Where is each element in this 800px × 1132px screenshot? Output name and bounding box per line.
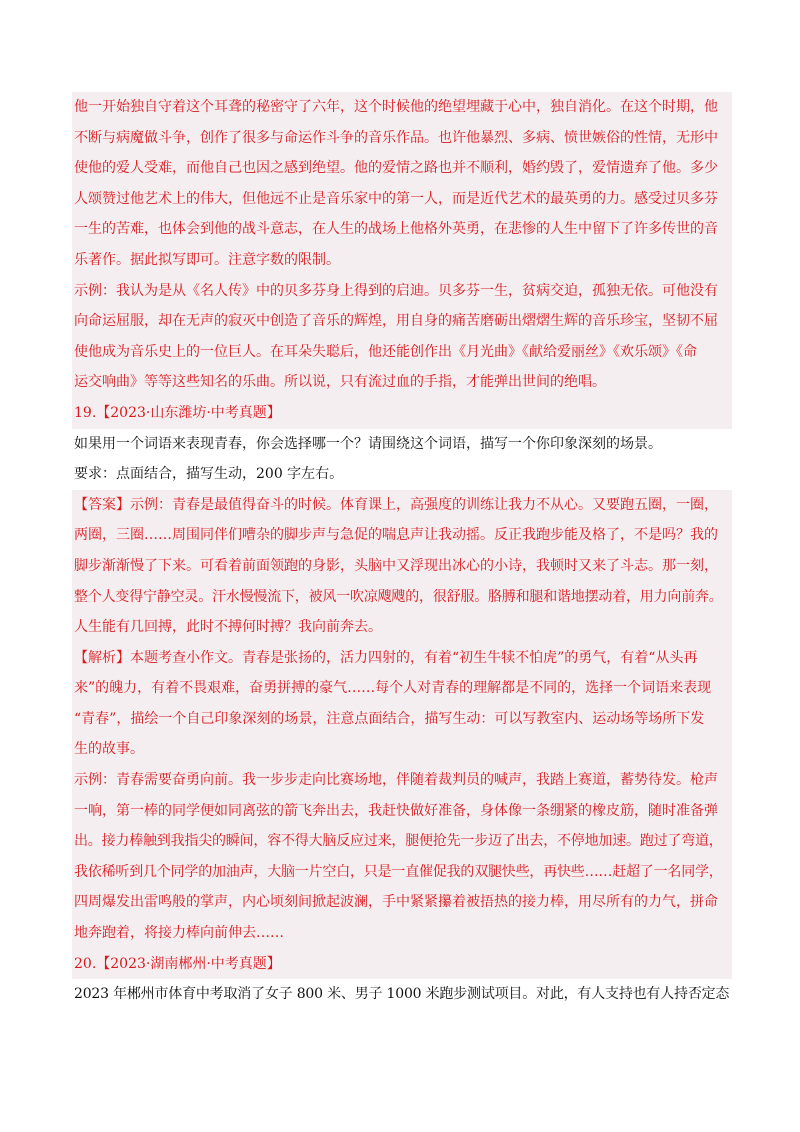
q19-answer-line: 【解析】本题考查小作文。青春是张扬的，活力四射的，有着“初生牛犊不怕虎”的勇气，有着“从头再 bbox=[74, 649, 698, 666]
q19-answer-line: 出。接力棒触到我指尖的瞬间，容不得大脑反应过来，腿便抢先一步迈了出去，不停地加速。跑过了弯道， bbox=[74, 833, 723, 850]
q19-header-line: 19.【2023·山东潍坊·中考真题】 bbox=[74, 404, 281, 421]
q19-prompt bbox=[72, 429, 732, 490]
q19-answer-line: 人生能有几回搏，此时不搏何时搏？我向前奔去。 bbox=[74, 619, 382, 636]
q19-answer-line: 我依稀听到几个同学的加油声，大脑一片空白，只是一直催促我的双腿快些，再快些……赶超了一名同学， bbox=[74, 863, 723, 880]
q20-prompt bbox=[72, 979, 732, 1010]
analysis-continued-line: 不断与病魔做斗争，创作了很多与命运作斗争的音乐作品。也许他暴烈、多病、愤世嫉俗的性情，无形中 bbox=[74, 129, 718, 146]
q19-answer-line: 整个人变得宁静空灵。汗水慢慢流下，被风一吹凉飕飕的，很舒服。胳膊和腿和谐地摆动着，用力向前奔。 bbox=[74, 588, 723, 605]
analysis-continued-line: 向命运屈服，却在无声的寂灭中创造了音乐的辉煌，用自身的痛苦磨砺出熠熠生辉的音乐珍宝，坚韧不屈 bbox=[74, 313, 718, 330]
q20-header-line: 20.【2023·湖南郴州·中考真题】 bbox=[74, 955, 281, 972]
q20-header bbox=[72, 949, 732, 980]
q19-answer-line: 两圈，三圈……周围同伴们嘈杂的脚步声与急促的喘息声让我动摇。反正我跑步能及格了，不是吗？我的 bbox=[74, 527, 718, 544]
analysis-continued-line: 他一开始独自守着这个耳聋的秘密守了六年，这个时候他的绝望埋藏于心中，独自消化。在这个时期，他 bbox=[74, 99, 718, 115]
analysis-continued-line: 一生的苦难，也体会到他的战斗意志，在人生的战场上他格外英勇，在悲惨的人生中留下了许多传世的音 bbox=[74, 221, 718, 238]
analysis-continued-line: 使他成为音乐史上的一位巨人。在耳朵失聪后，他还能创作出《月光曲》《献给爱丽丝》《欢乐颂》《命 bbox=[74, 343, 697, 360]
q19-answer-line: 一响，第一棒的同学便如同离弦的箭飞奔出去，我赶快做好准备，身体像一条绷紧的橡皮筋，随时准备弹 bbox=[74, 802, 718, 819]
analysis-continued-line: 运交响曲》等等这些知名的乐曲。所以说，只有流过血的手指，才能弹出世间的绝唱。 bbox=[74, 374, 606, 391]
q19-prompt-line: 要求：点面结合，描写生动，200 字左右。 bbox=[74, 466, 344, 483]
q20-prompt-line: 2023 年郴州市体育中考取消了女子 800 米、男子 1000 米跑步测试项目。对此，有人支持也有人持否定态 bbox=[74, 986, 730, 1003]
q19-answer-line: 地奔跑着，将接力棒向前伸去…… bbox=[74, 925, 284, 942]
q19-answer-line: 示例：青春需要奋勇向前。我一步步走向比赛场地，伴随着裁判员的喊声，我踏上赛道，蓄势待发。枪声 bbox=[74, 772, 718, 789]
q19-prompt-line: 如果用一个词语来表现青春，你会选择哪一个？请围绕这个词语，描写一个你印象深刻的场景。 bbox=[74, 435, 662, 452]
q19-answer-line: 【答案】示例：青春是最值得奋斗的时候。体育课上，高强度的训练让我力不从心。又要跑五圈，一圈， bbox=[74, 496, 718, 513]
analysis-continued-line: 示例：我认为是从《名人传》中的贝多芬身上得到的启迪。贝多芬一生，贫病交迫，孤独无依。可他没有 bbox=[74, 282, 718, 299]
q19-answer-line: “青春”，描绘一个自己印象深刻的场景，注意点面结合，描写生动：可以写教室内、运动场等场所下发 bbox=[74, 710, 705, 727]
analysis-continued-line: 使他的爱人受难，而他自己也因之感到绝望。他的爱情之路也并不顺利，婚约毁了，爱情遗弃了他。多少 bbox=[74, 160, 718, 177]
q19-answer-line: 来”的魄力，有着不畏艰难，奋勇拼搏的豪气……每个人对青春的理解都是不同的，选择一个词语来表现 bbox=[74, 680, 712, 697]
analysis-continued bbox=[72, 92, 732, 398]
q19-answer-line: 生的故事。 bbox=[74, 741, 144, 758]
q19-answer-line: 四周爆发出雷鸣般的掌声，内心顷刻间掀起波澜，手中紧紧攥着被捂热的接力棒，用尽所有的力气，拼命 bbox=[74, 894, 718, 911]
q19-header bbox=[72, 398, 732, 429]
analysis-continued-line: 人颂赞过他艺术上的伟大，但他远不止是音乐家中的第一人，而是近代艺术的最英勇的力。感受过贝多芬 bbox=[74, 190, 718, 207]
document-body bbox=[72, 92, 732, 1010]
q19-answer-line: 脚步渐渐慢了下来。可看着前面领跑的身影，头脑中又浮现出冰心的小诗，我顿时又来了斗志。那一刻， bbox=[74, 557, 718, 574]
q19-answer bbox=[72, 490, 732, 949]
analysis-continued-line: 乐著作。据此拟写即可。注意字数的限制。 bbox=[74, 251, 340, 268]
